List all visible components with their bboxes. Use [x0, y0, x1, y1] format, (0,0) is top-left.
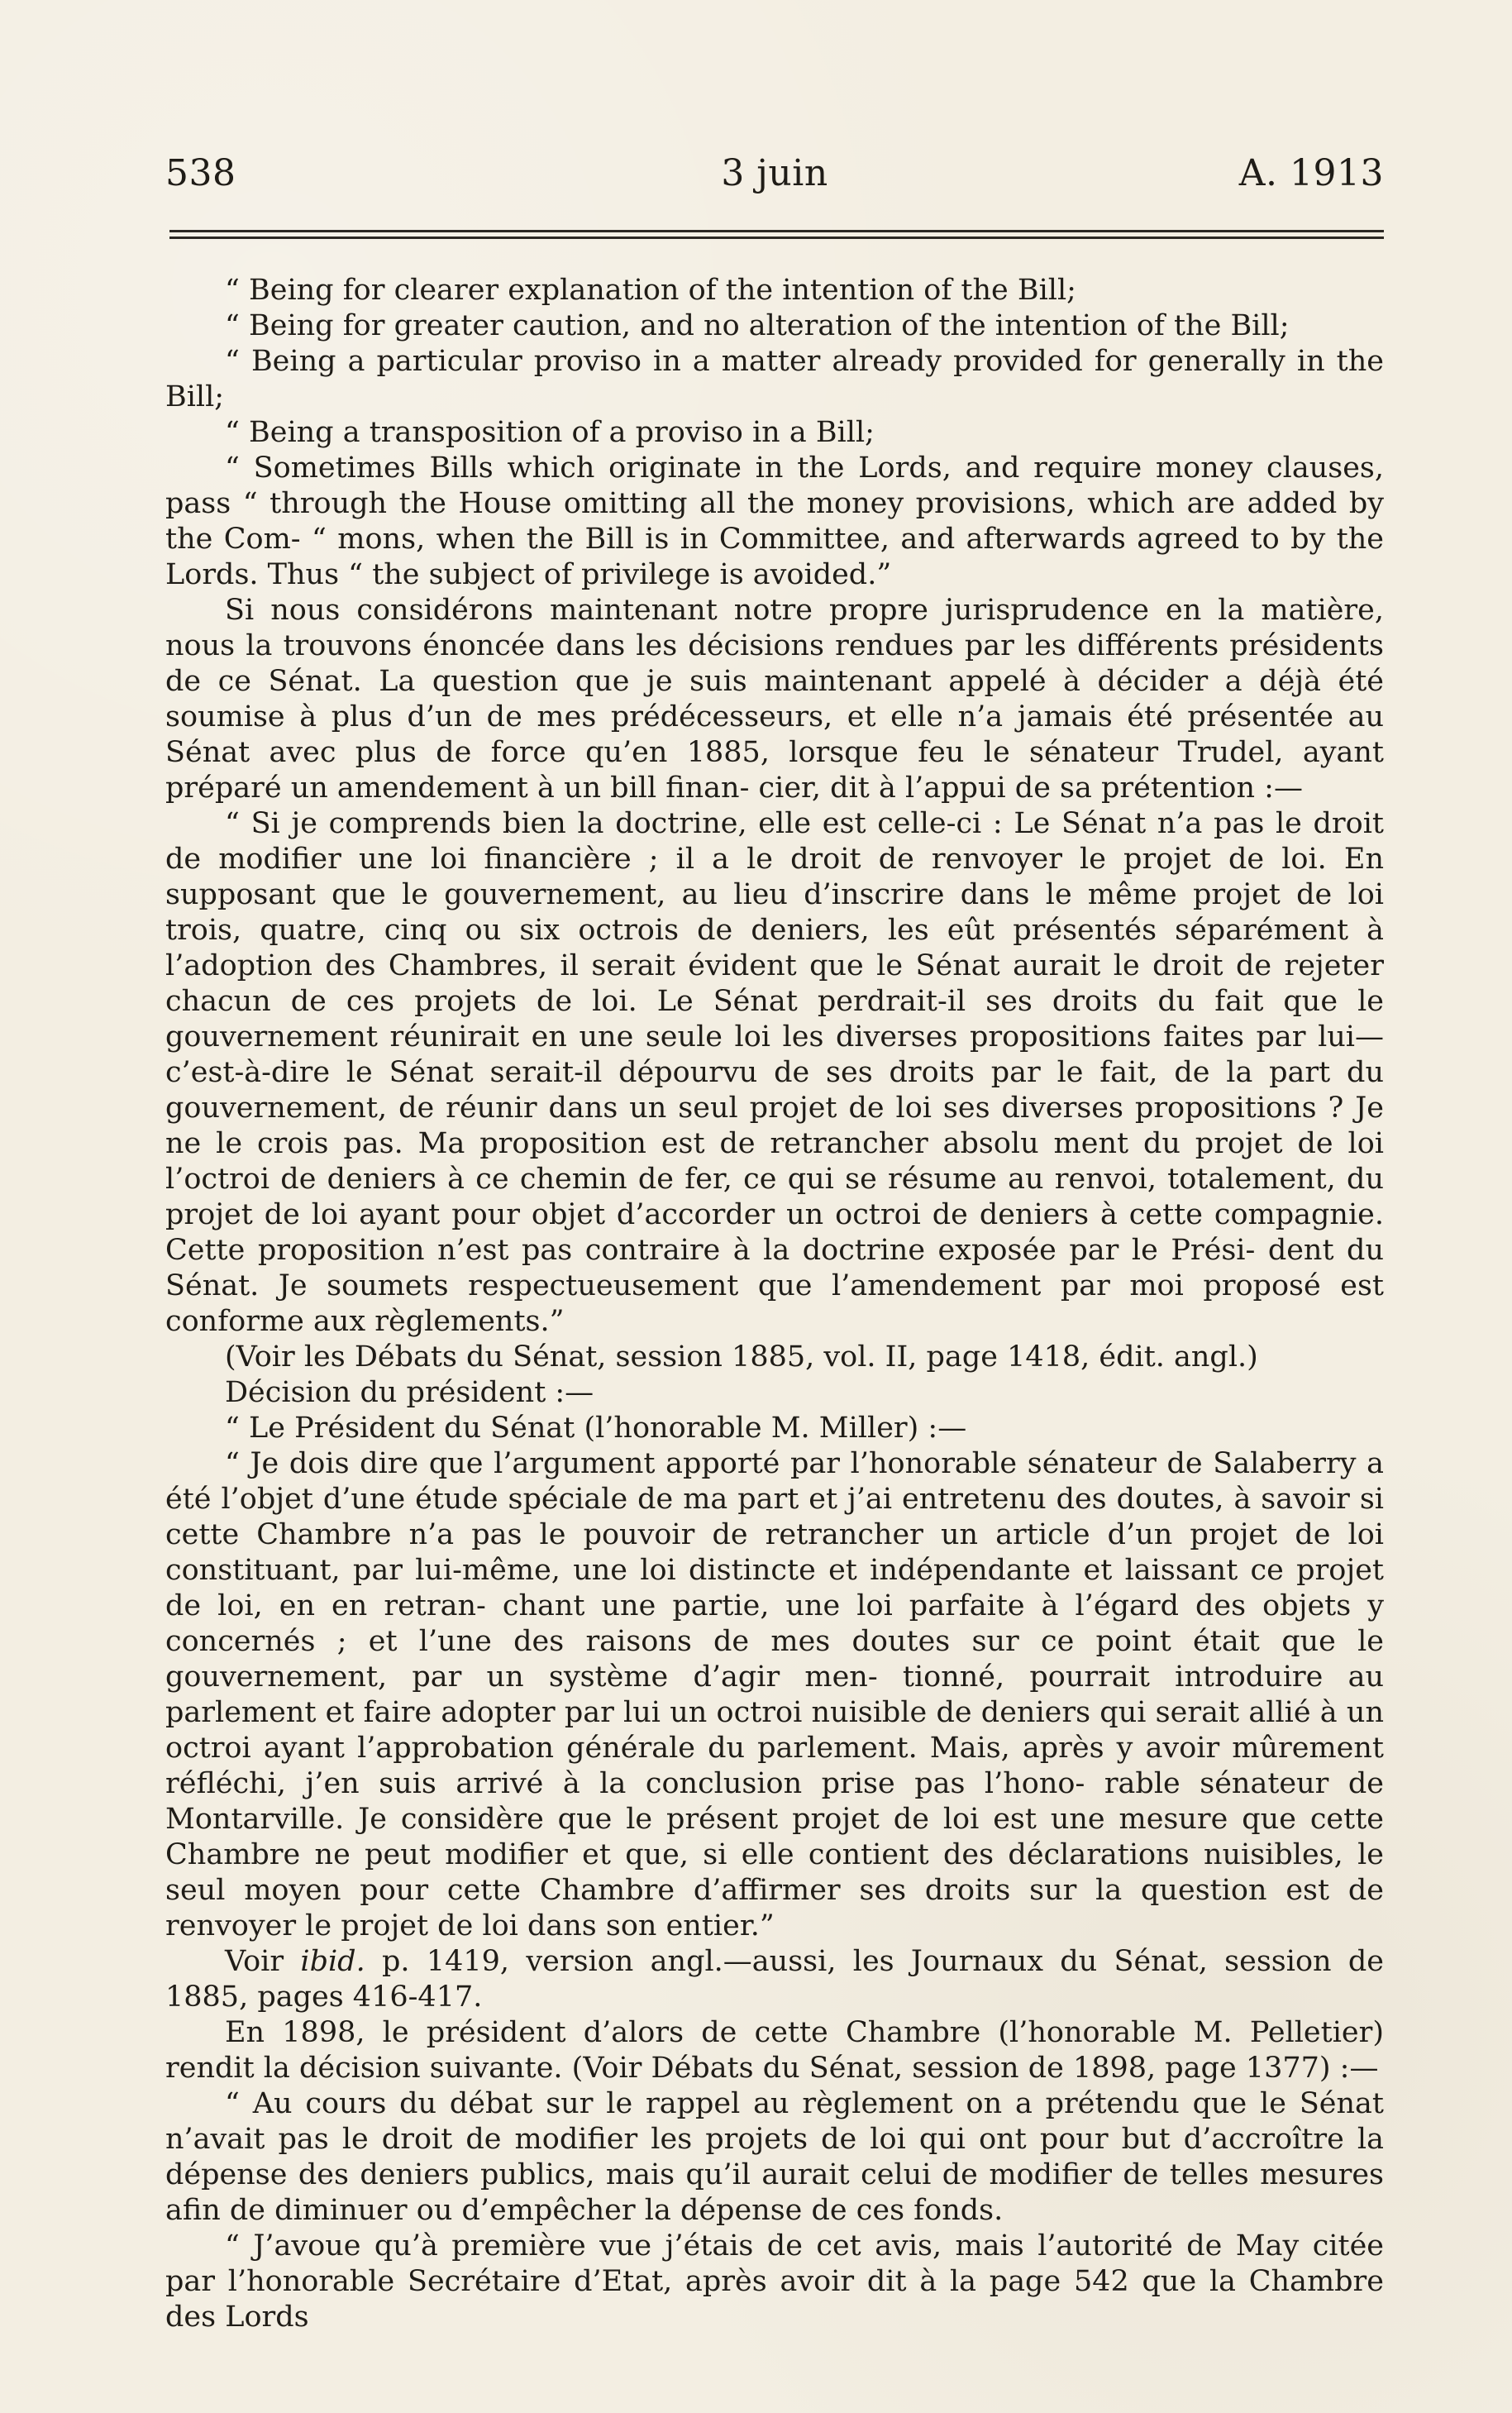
- paragraph-1: “ Being for clearer explanation of the intention of the Bill;: [225, 274, 1076, 307]
- paragraph-6: Si nous considérons maintenant notre propre jurisprudence en la matière, nous la trouvons énoncée dans les décisions rendues par les différents présidents de ce Sénat. La question que je suis maintenant appelé à décider a déjà été soumise à plus d’un de mes prédécesseurs, et elle n’a jamais été présentée au Sénat avec plus de force qu’en 1885, lorsque feu le sénateur Trudel, ayant préparé un amendement à un bill finan- cier, dit à l’appui de sa prétention :—: [165, 594, 1384, 805]
- header-date: 3 juin: [721, 152, 828, 194]
- page-number: 538: [165, 152, 236, 194]
- paragraph-14: “ Au cours du débat sur le rappel au règlement on a prétendu que le Sénat n’avait pas le droit de modifier les projets de loi qui ont pour but d’accroître la dépense des deniers publics, mais qu’il aurait celui de modifier de telles mesures afin de diminuer ou d’empêcher la dépense de ces fonds.: [165, 2087, 1384, 2227]
- paragraph-2: “ Being for greater caution, and no alteration of the intention of the Bill;: [225, 309, 1290, 342]
- paragraph-12-before-italic: Voir: [225, 1945, 301, 1978]
- paragraph-11: “ Je dois dire que l’argument apporté par l’honorable sénateur de Salaberry a été l’objet d’une étude spéciale de ma part et j’ai entretenu des doutes, à savoir si cette Chambre n’a pas le pouvoir de retrancher un article d’un projet de loi constituant, par lui-même, une loi distincte et indépendante et laissant ce projet de loi, en en retran- chant une partie, une loi parfaite à l’égard des objets y concernés ; et l’une des raisons de mes doutes sur ce point était que le gouvernement, par un système d’agir men- tionné, pourrait introduire au parlement et faire adopter par lui un octroi nuisible de deniers qui serait allié à un octroi ayant l’approbation générale du parlement. Mais, après y avoir mûrement réfléchi, j’en suis arrivé à la conclusion prise pas l’hono- rable sénateur de Montarville. Je considère que le présent projet de loi est une mesure que cette Chambre ne peut modifier et que, si elle contient des déclarations nuisibles, le seul moyen pour cette Chambre d’affirmer ses droits sur la question est de renvoyer le projet de loi dans son entier.”: [165, 1447, 1384, 1942]
- ibid-italic: ibid.: [300, 1945, 365, 1978]
- double-rule-divider: [169, 230, 1384, 241]
- paragraph-12-after-italic: p. 1419, version angl.—aussi, les Journaux du Sénat, session de 1885, pages 416-417.: [165, 1945, 1384, 2014]
- paragraph-8: (Voir les Débats du Sénat, session 1885, vol. II, page 1418, édit. angl.): [225, 1340, 1258, 1374]
- page-header: [165, 151, 1384, 197]
- paragraph-15: “ J’avoue qu’à première vue j’étais de cet avis, mais l’autorité de May citée par l’honorable Secrétaire d’Etat, après avoir dit à la page 542 que la Chambre des Lords: [165, 2229, 1384, 2334]
- paragraph-13: En 1898, le président d’alors de cette Chambre (l’honorable M. Pelletier) rendit la décision suivante. (Voir Débats du Sénat, session de 1898, page 1377) :—: [165, 2016, 1384, 2085]
- paragraph-7: “ Si je comprends bien la doctrine, elle est celle-ci : Le Sénat n’a pas le droit de modifier une loi financière ; il a le droit de renvoyer le projet de loi. En supposant que le gouvernement, au lieu d’inscrire dans le même projet de loi trois, quatre, cinq ou six octrois de deniers, les eût présentés séparément à l’adoption des Chambres, il serait évident que le Sénat aurait le droit de rejeter chacun de ces projets de loi. Le Sénat perdrait-il ses droits du fait que le gouvernement réunirait en une seule loi les diverses propositions faites par lui—c’est-à-dire le Sénat serait-il dépourvu de ses droits par le fait, de la part du gouvernement, de réunir dans un seul projet de loi ses diverses propositions ? Je ne le crois pas. Ma proposition est de retrancher absolu ment du projet de loi l’octroi de deniers à ce chemin de fer, ce qui se résume au renvoi, totalement, du projet de loi ayant pour objet d’accorder un octroi de deniers à cette compagnie. Cette proposition n’est pas contraire à la doctrine exposée par le Prési- dent du Sénat. Je soumets respectueusement que l’amendement par moi proposé est conforme aux règlements.”: [165, 807, 1384, 1338]
- paragraph-3: “ Being a particular proviso in a matter already provided for generally in the Bill;: [165, 345, 1384, 413]
- paragraph-9: Décision du président :—: [225, 1376, 594, 1409]
- paragraph-10: “ Le Président du Sénat (l’honorable M. Miller) :—: [225, 1412, 967, 1445]
- header-year: A. 1913: [1238, 152, 1384, 194]
- paragraph-4: “ Being a transposition of a proviso in a Bill;: [225, 416, 875, 449]
- paragraph-5: “ Sometimes Bills which originate in the Lords, and require money clauses, pass “ through the House omitting all the money provisions, which are added by the Com- “ mons, when the Bill is in Committee, and afterwards agreed to by the Lords. Thus “ the subject of privilege is avoided.”: [165, 452, 1384, 591]
- body-text: [165, 273, 1384, 2335]
- paragraph-12: [165, 1944, 1384, 2015]
